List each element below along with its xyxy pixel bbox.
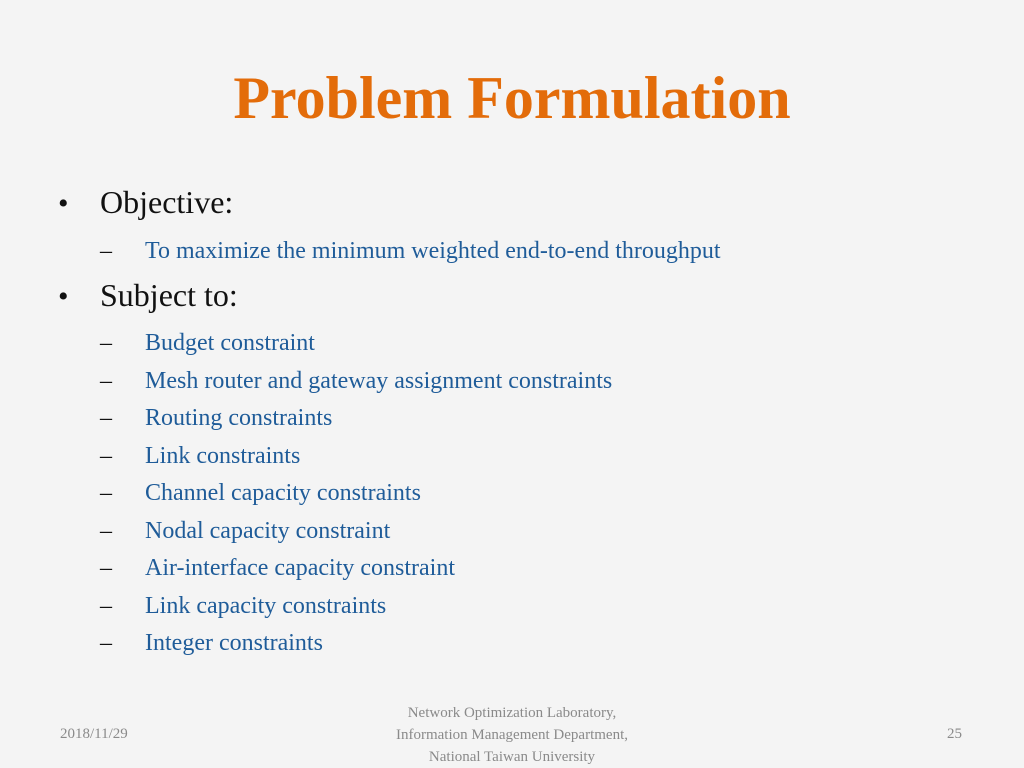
subitem-text: To maximize the minimum weighted end-to-end throughput <box>145 238 721 264</box>
bullet-label: Objective: <box>100 184 234 220</box>
constraint-item <box>100 516 390 546</box>
subitem-text: Link capacity constraints <box>145 593 387 619</box>
constraint-item <box>100 553 455 583</box>
dash-icon: – <box>100 555 112 581</box>
subitem-text: Routing constraints <box>145 405 333 431</box>
footer-date: 2018/11/29 <box>60 726 128 742</box>
footer-page-number: 25 <box>947 726 962 742</box>
bullet-objective <box>58 182 233 224</box>
subitem-text: Link constraints <box>145 443 301 469</box>
constraint-item <box>100 478 421 508</box>
constraint-item <box>100 403 332 433</box>
dash-icon: – <box>100 630 112 656</box>
dash-icon: – <box>100 593 112 619</box>
bullet-dot-icon: • <box>58 280 69 313</box>
constraint-item <box>100 591 386 621</box>
bullet-subject-to <box>58 275 238 317</box>
dash-icon: – <box>100 238 112 264</box>
subitem-text: Budget constraint <box>145 330 315 356</box>
constraint-item <box>100 628 323 658</box>
footer-lab-line: Network Optimization Laboratory, <box>407 705 617 721</box>
dash-icon: – <box>100 368 112 394</box>
slide-title: Problem Formulation <box>233 65 791 131</box>
footer-lab-line: National Taiwan University <box>428 749 596 765</box>
bullet-dot-icon: • <box>58 187 69 220</box>
subitem-text: Mesh router and gateway assignment constraints <box>145 368 613 394</box>
subitem-text: Air-interface capacity constraint <box>145 555 456 581</box>
bullet-label: Subject to: <box>100 277 238 313</box>
footer-lab-line: Information Management Department, <box>395 727 628 743</box>
constraint-item <box>100 328 315 358</box>
constraint-item <box>100 366 612 396</box>
subitem-text: Nodal capacity constraint <box>145 518 391 544</box>
footer-lab <box>312 702 712 768</box>
dash-icon: – <box>100 518 112 544</box>
subitem-text: Integer constraints <box>145 630 323 656</box>
dash-icon: – <box>100 330 112 356</box>
constraint-item <box>100 441 300 471</box>
objective-item <box>100 236 721 266</box>
dash-icon: – <box>100 443 112 469</box>
dash-icon: – <box>100 480 112 506</box>
subitem-text: Channel capacity constraints <box>145 480 421 506</box>
dash-icon: – <box>100 405 112 431</box>
